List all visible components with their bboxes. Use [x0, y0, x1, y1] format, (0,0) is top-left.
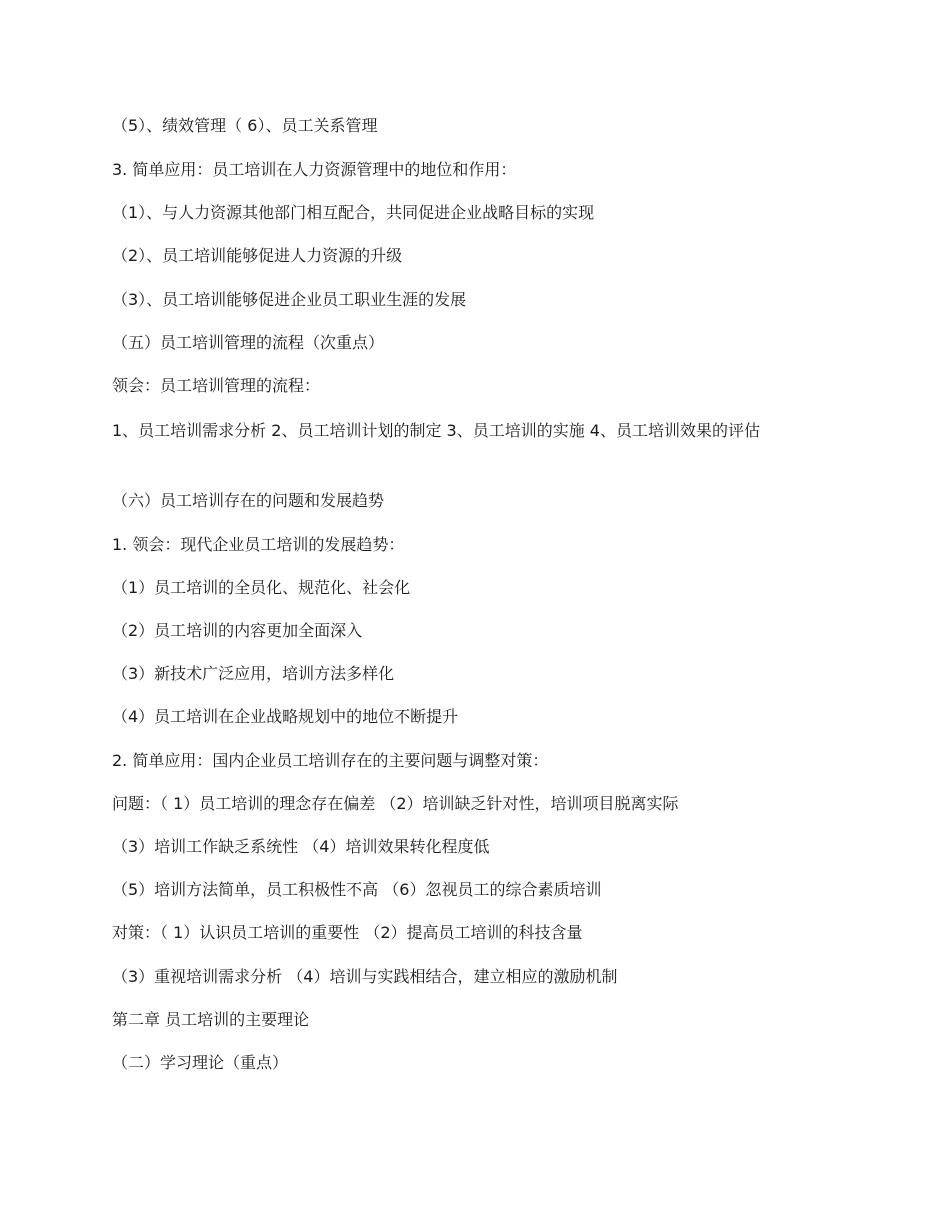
- text-line: （5）培训方法简单，员工积极性不高 （6）忽视员工的综合素质培训: [112, 880, 602, 899]
- text-line: （3）新技术广泛应用，培训方法多样化: [112, 664, 395, 683]
- text-line: 对策：（ 1）认识员工培训的重要性 （2）提高员工培训的科技含量: [112, 923, 583, 942]
- text-line: （4）员工培训在企业战略规划中的地位不断提升: [112, 707, 459, 726]
- text-line: 1、员工培训需求分析 2、员工培训计划的制定 3、员工培训的实施 4、员工培训效果的评估: [112, 421, 760, 440]
- text-line: 问题：（ 1）员工培训的理念存在偏差 （2）培训缺乏针对性，培训项目脱离实际: [112, 794, 679, 813]
- text-line: （3）培训工作缺乏系统性 （4）培训效果转化程度低: [112, 837, 490, 856]
- text-line: （1）员工培训的全员化、规范化、社会化: [112, 578, 411, 597]
- text-line: 3. 简单应用：员工培训在人力资源管理中的地位和作用：: [112, 160, 517, 179]
- section-heading: （六）员工培训存在的问题和发展趋势: [112, 491, 385, 510]
- text-line: （2）员工培训的内容更加全面深入: [112, 621, 363, 640]
- text-line: （3）、员工培训能够促进企业员工职业生涯的发展: [112, 290, 467, 309]
- text-line: （5）、绩效管理（ 6）、员工关系管理: [112, 116, 378, 135]
- text-line: 1. 领会：现代企业员工培训的发展趋势：: [112, 535, 405, 554]
- text-line: 领会：员工培训管理的流程：: [112, 376, 321, 395]
- chapter-heading: 第二章 员工培训的主要理论: [112, 1010, 310, 1029]
- text-line: （1）、与人力资源其他部门相互配合，共同促进企业战略目标的实现: [112, 203, 595, 222]
- text-line: 2. 简单应用：国内企业员工培训存在的主要问题与调整对策：: [112, 751, 549, 770]
- text-line: （2）、员工培训能够促进人力资源的升级: [112, 246, 403, 265]
- section-heading: （二）学习理论（重点）: [112, 1053, 289, 1072]
- section-heading: （五）员工培训管理的流程（次重点）: [112, 333, 385, 352]
- text-line: （3）重视培训需求分析 （4）培训与实践相结合，建立相应的激励机制: [112, 967, 618, 986]
